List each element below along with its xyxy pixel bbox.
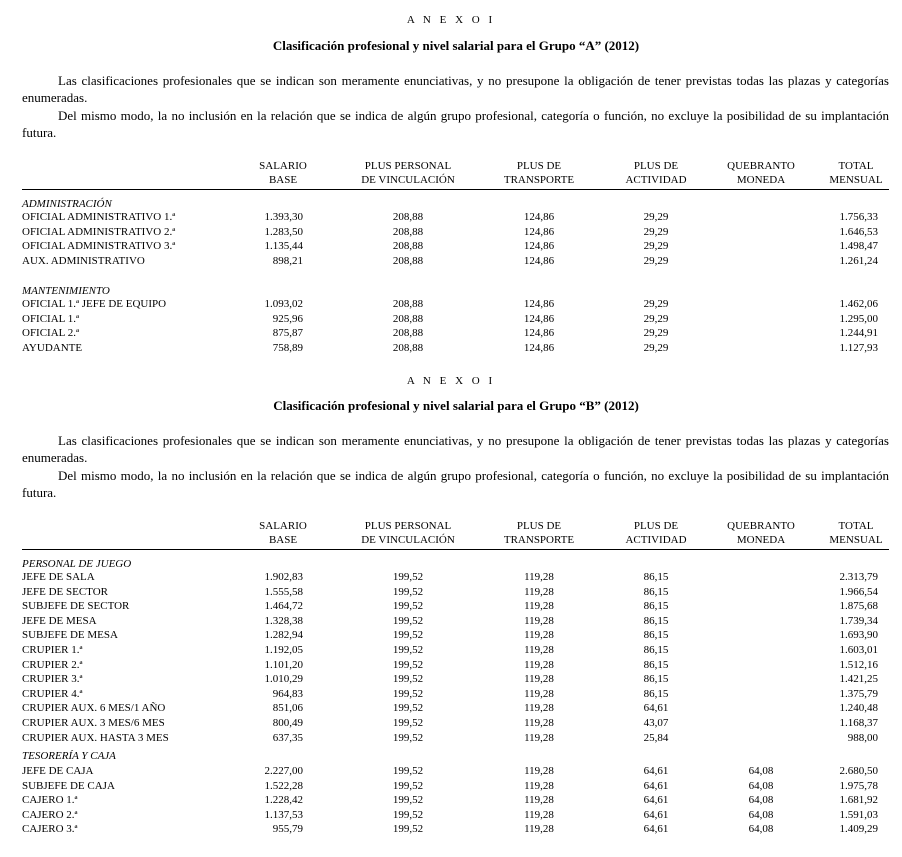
category-name: CAJERO 1.ª [22,794,78,807]
plus-actividad-cell: 86,15 [643,673,669,686]
category-name: JEFE DE CAJA [22,765,94,777]
plus-vinculacion-cell: 208,88 [392,312,424,325]
salario-base-cell: 1.393,30 [264,211,303,223]
section-title-a: Clasificación profesional y nivel salarial para el Grupo “A” (2012) [272,38,640,53]
col-header-plus-actividad: PLUS DE ACTIVIDAD [625,160,687,186]
salario-base-cell: 2.227,00 [264,765,303,777]
plus-transporte-cell: 124,86 [523,254,555,267]
salario-base-cell: 1.522,28 [264,779,303,792]
total-mensual-cell: 1.512,16 [839,658,878,671]
total-mensual-cell: 1.261,24 [839,254,878,267]
salario-base-cell: 800,49 [272,717,303,729]
category-name: AYUDANTE [22,341,83,354]
category-name: SUBJEFE DE SECTOR [22,600,130,613]
plus-transporte-cell: 119,28 [524,629,554,642]
quebranto-moneda-cell: 64,08 [748,765,774,777]
plus-vinculacion-cell: 199,52 [392,702,424,715]
total-mensual-cell: 1.975,78 [839,779,878,792]
category-name: AUX. ADMINISTRATIVO [22,254,145,267]
plus-vinculacion-cell: 199,52 [392,644,424,656]
total-mensual-cell: 1.966,54 [839,585,878,598]
plus-vinculacion-cell: 199,52 [392,779,424,792]
category-name: CRUPIER 4.ª [22,687,83,700]
plus-transporte-cell: 119,28 [524,702,554,715]
total-mensual-cell: 988,00 [847,731,878,744]
plus-actividad-cell: 29,29 [643,240,669,253]
table-row [0,658,902,673]
table-row [0,628,902,643]
total-mensual-cell: 1.168,37 [839,717,878,729]
plus-vinculacion-cell: 199,52 [392,600,424,613]
col-header-plus-transporte: PLUS DE TRANSPORTE [503,520,575,546]
intro-paragraph-a-1: Las clasificaciones profesionales que se indican son meramente enunciativas, y no presupone la obligación de tener previstas todas las plazas y categorías enumeradas. [22,73,889,105]
plus-vinculacion-cell: 199,52 [392,823,424,836]
plus-actividad-cell: 29,29 [643,312,669,325]
total-mensual-cell: 2.313,79 [839,571,878,583]
group-label-administracion: ADMINISTRACIÓN [22,198,112,210]
plus-actividad-cell: 29,29 [643,298,669,310]
plus-vinculacion-cell: 208,88 [392,254,424,267]
salario-base-cell: 1.135,44 [264,240,303,253]
salario-base-cell: 1.137,53 [264,808,303,821]
total-mensual-cell: 1.739,34 [839,614,878,627]
table-row [0,643,902,658]
quebranto-moneda-cell: 64,08 [748,823,774,836]
table-row [0,779,902,794]
header-rule-b [22,549,889,550]
col-header-quebranto-moneda: QUEBRANTO MONEDA [727,520,795,546]
plus-actividad-cell: 29,29 [643,341,669,354]
table-row [0,599,902,614]
salario-base-cell: 1.093,02 [264,298,303,310]
table-row [0,312,902,327]
plus-transporte-cell: 124,86 [523,327,555,340]
plus-actividad-cell: 86,15 [643,585,669,598]
table-row [0,716,902,731]
salario-base-cell: 851,06 [272,702,303,715]
col-header-plus-vinculacion: PLUS PERSONAL DE VINCULACIÓN [361,160,455,186]
total-mensual-cell: 1.375,79 [839,687,878,700]
plus-actividad-cell: 29,29 [643,225,669,238]
category-name: OFICIAL ADMINISTRATIVO 1.ª [22,211,176,223]
plus-actividad-cell: 43,07 [643,717,669,729]
group-label-tesoreria-y-caja: TESORERÍA Y CAJA [22,750,116,762]
col-header-plus-vinculacion: PLUS PERSONAL DE VINCULACIÓN [361,520,455,546]
col-header-salario-base: SALARIO BASE [259,520,307,546]
plus-actividad-cell: 86,15 [643,658,669,671]
plus-transporte-cell: 119,28 [524,717,554,729]
total-mensual-cell: 1.875,68 [839,600,878,613]
plus-vinculacion-cell: 208,88 [392,298,424,310]
table-row [0,297,902,312]
salario-base-cell: 1.555,58 [264,585,303,598]
col-header-total-mensual: TOTAL MENSUAL [829,520,883,546]
annex-heading-a: A N E X O I [406,14,496,26]
total-mensual-cell: 1.603,01 [839,644,878,656]
table-row [0,210,902,225]
plus-transporte-cell: 124,86 [523,240,555,253]
intro-paragraph-b-2: Del mismo modo, la no inclusión en la relación que se indica de algún grupo profesional, categoría o función, no excluye la posibilidad de su implantación futura. [22,468,889,500]
group-label-mantenimiento: MANTENIMIENTO [22,285,110,297]
col-header-plus-actividad: PLUS DE ACTIVIDAD [625,520,687,546]
plus-vinculacion-cell: 199,52 [392,717,424,729]
category-name: CRUPIER AUX. 6 MES/1 AÑO [22,702,166,715]
category-name: JEFE DE MESA [22,614,97,627]
intro-paragraph-a-2: Del mismo modo, la no inclusión en la relación que se indica de algún grupo profesional, categoría o función, no excluye la posibilidad de su implantación futura. [22,108,889,140]
plus-vinculacion-cell: 199,52 [392,614,424,627]
table-row [0,822,902,837]
table-row [0,731,902,746]
total-mensual-cell: 1.127,93 [839,341,878,354]
salario-base-cell: 1.228,42 [264,794,303,807]
plus-transporte-cell: 119,28 [524,687,554,700]
quebranto-moneda-cell: 64,08 [748,794,774,807]
plus-vinculacion-cell: 199,52 [392,731,424,744]
annex-heading-b: A N E X O I [406,375,496,387]
category-name: CRUPIER 2.ª [22,658,83,671]
salario-base-cell: 898,21 [272,254,303,267]
category-name: OFICIAL 2.ª [22,327,80,340]
salario-base-cell: 955,79 [272,823,303,836]
table-row [0,701,902,716]
plus-vinculacion-cell: 199,52 [392,794,424,807]
category-name: CRUPIER AUX. HASTA 3 MES [22,731,169,744]
plus-actividad-cell: 64,61 [643,823,669,836]
category-name: OFICIAL 1.ª [22,312,80,325]
category-name: JEFE DE SECTOR [22,585,108,598]
plus-vinculacion-cell: 199,52 [392,658,424,671]
plus-transporte-cell: 119,28 [524,658,554,671]
group-label-personal-de-juego: PERSONAL DE JUEGO [22,558,132,570]
category-name: OFICIAL ADMINISTRATIVO 2.ª [22,225,176,238]
plus-vinculacion-cell: 199,52 [392,585,424,598]
category-name: CAJERO 3.ª [22,823,78,836]
total-mensual-cell: 1.681,92 [839,794,878,807]
col-header-quebranto-moneda: QUEBRANTO MONEDA [727,160,795,186]
plus-transporte-cell: 119,28 [524,794,554,807]
plus-transporte-cell: 124,86 [523,225,555,238]
plus-vinculacion-cell: 208,88 [392,341,424,354]
salario-base-cell: 875,87 [272,327,303,340]
quebranto-moneda-cell: 64,08 [748,779,774,792]
plus-vinculacion-cell: 199,52 [392,629,424,642]
table-row [0,614,902,629]
section-title-b: Clasificación profesional y nivel salarial para el Grupo “B” (2012) [273,398,639,413]
plus-actividad-cell: 64,61 [643,794,669,807]
table-row [0,254,902,269]
salario-base-cell: 925,96 [272,312,303,325]
category-name: CRUPIER AUX. 3 MES/6 MES [22,717,165,729]
plus-vinculacion-cell: 208,88 [392,240,424,253]
salario-base-cell: 1.010,29 [264,673,303,686]
plus-transporte-cell: 119,28 [524,571,554,583]
plus-actividad-cell: 29,29 [643,327,669,340]
table-row [0,326,902,341]
table-row [0,570,902,585]
plus-actividad-cell: 86,15 [643,644,669,656]
salario-base-cell: 1.282,94 [264,629,303,642]
plus-actividad-cell: 86,15 [643,571,669,583]
total-mensual-cell: 1.591,03 [839,808,878,821]
header-rule-a [22,189,889,190]
table-row [0,585,902,600]
intro-paragraph-b-1: Las clasificaciones profesionales que se indican son meramente enunciativas, y no presupone la obligación de tener previstas todas las plazas y categorías enumeradas. [22,433,889,465]
salario-base-cell: 1.101,20 [264,658,303,671]
plus-actividad-cell: 64,61 [643,765,669,777]
total-mensual-cell: 1.756,33 [839,211,878,223]
plus-actividad-cell: 86,15 [643,687,669,700]
quebranto-moneda-cell: 64,08 [748,808,774,821]
salario-base-cell: 1.464,72 [264,600,303,613]
plus-transporte-cell: 124,86 [523,211,555,223]
col-header-plus-transporte: PLUS DE TRANSPORTE [503,160,575,186]
salario-base-cell: 758,89 [272,341,303,354]
plus-transporte-cell: 119,28 [524,585,554,598]
category-name: SUBJEFE DE CAJA [22,779,115,792]
total-mensual-cell: 2.680,50 [839,765,878,777]
plus-vinculacion-cell: 199,52 [392,765,424,777]
plus-actividad-cell: 64,61 [643,779,669,792]
plus-transporte-cell: 119,28 [524,779,554,792]
category-name: CRUPIER 3.ª [22,673,83,686]
table-row [0,793,902,808]
salario-base-cell: 1.192,05 [264,644,303,656]
total-mensual-cell: 1.693,90 [839,629,878,642]
plus-transporte-cell: 119,28 [524,808,554,821]
plus-vinculacion-cell: 199,52 [392,673,424,686]
table-row [0,764,902,779]
category-name: CAJERO 2.ª [22,808,78,821]
plus-transporte-cell: 119,28 [524,614,554,627]
table-row [0,672,902,687]
total-mensual-cell: 1.421,25 [839,673,878,686]
category-name: SUBJEFE DE MESA [22,629,118,642]
plus-vinculacion-cell: 199,52 [392,808,424,821]
total-mensual-cell: 1.462,06 [839,298,878,310]
total-mensual-cell: 1.295,00 [839,312,878,325]
plus-transporte-cell: 119,28 [524,644,554,656]
plus-transporte-cell: 124,86 [523,312,555,325]
plus-actividad-cell: 29,29 [643,211,669,223]
salario-base-cell: 1.283,50 [264,225,303,238]
plus-actividad-cell: 25,84 [643,731,669,744]
category-name: OFICIAL ADMINISTRATIVO 3.ª [22,240,176,253]
total-mensual-cell: 1.409,29 [839,823,878,836]
table-row [0,239,902,254]
plus-actividad-cell: 64,61 [643,808,669,821]
plus-actividad-cell: 64,61 [643,702,669,715]
salario-base-cell: 1.902,83 [264,571,303,583]
plus-transporte-cell: 119,28 [524,731,554,744]
plus-transporte-cell: 119,28 [524,765,554,777]
plus-vinculacion-cell: 199,52 [392,687,424,700]
salario-base-cell: 964,83 [272,687,303,700]
total-mensual-cell: 1.244,91 [839,327,878,340]
table-row [0,225,902,240]
plus-transporte-cell: 119,28 [524,673,554,686]
plus-vinculacion-cell: 208,88 [392,211,424,223]
col-header-total-mensual: TOTAL MENSUAL [829,160,883,186]
plus-actividad-cell: 86,15 [643,600,669,613]
total-mensual-cell: 1.240,48 [839,702,878,715]
table-row [0,341,902,356]
category-name: JEFE DE SALA [22,571,95,583]
category-name: OFICIAL 1.ª JEFE DE EQUIPO [22,298,167,310]
table-row [0,808,902,823]
plus-actividad-cell: 29,29 [643,254,669,267]
table-row [0,687,902,702]
plus-transporte-cell: 124,86 [523,341,555,354]
col-header-salario-base: SALARIO BASE [259,160,307,186]
plus-actividad-cell: 86,15 [643,629,669,642]
plus-transporte-cell: 119,28 [524,823,554,836]
plus-actividad-cell: 86,15 [643,614,669,627]
total-mensual-cell: 1.646,53 [839,225,878,238]
plus-transporte-cell: 124,86 [523,298,555,310]
salario-base-cell: 1.328,38 [264,614,303,627]
plus-vinculacion-cell: 199,52 [392,571,424,583]
salario-base-cell: 637,35 [272,731,303,744]
plus-vinculacion-cell: 208,88 [392,327,424,340]
plus-vinculacion-cell: 208,88 [392,225,424,238]
plus-transporte-cell: 119,28 [524,600,554,613]
total-mensual-cell: 1.498,47 [839,240,878,253]
category-name: CRUPIER 1.ª [22,644,83,656]
